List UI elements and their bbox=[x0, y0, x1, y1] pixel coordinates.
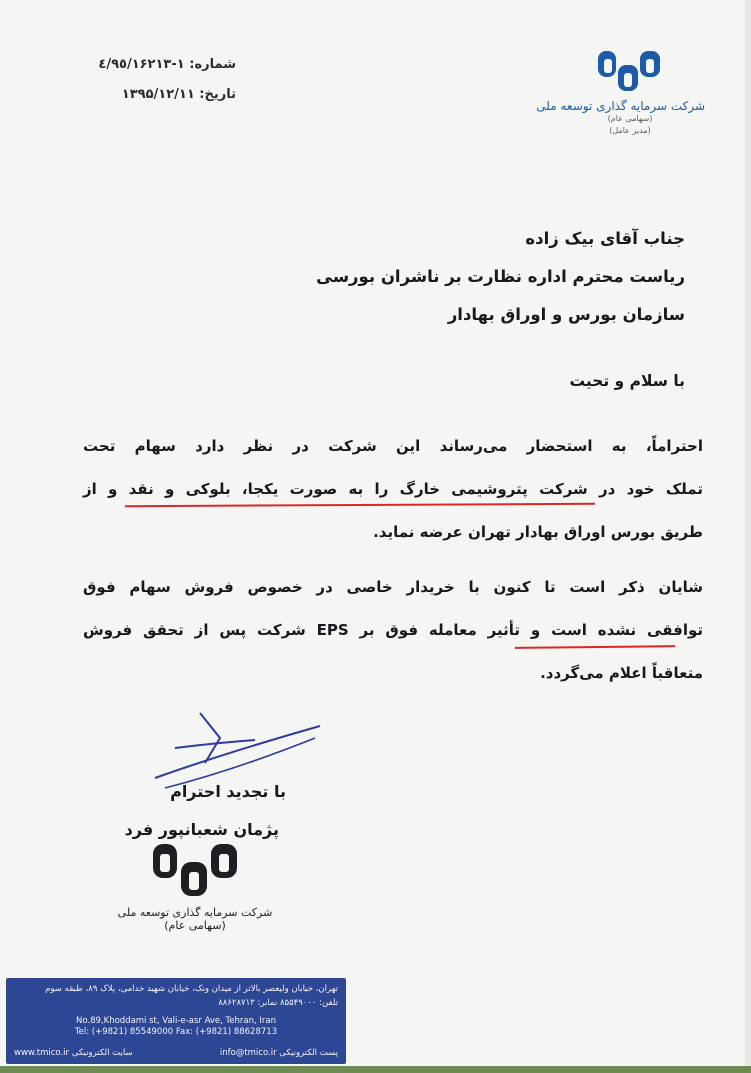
signer-name: پژمان شعبانپور فرد bbox=[124, 820, 279, 839]
footer-phone-en: Tel: (+9821) 85549000 Fax: (+9821) 88628713 bbox=[74, 1027, 278, 1037]
letterhead-footer bbox=[6, 978, 346, 1064]
company-logo-icon bbox=[590, 45, 670, 97]
body-paragraph-2 bbox=[83, 566, 703, 695]
closing-phrase: با تجدید احترام bbox=[170, 782, 286, 801]
footer-website: www.tmico.ir سایت الکترونیکی bbox=[14, 1048, 133, 1058]
letter-number-value: ۱-٤/٩٥/۱۶۲۱۳ bbox=[98, 57, 185, 72]
company-logo-block bbox=[536, 45, 705, 155]
letter-date-value: ۱۳۹۵/۱۲/۱۱ bbox=[121, 87, 195, 102]
scan-edge bbox=[745, 0, 751, 1073]
greeting: با سلام و تحیت bbox=[569, 372, 685, 390]
letter-date-row bbox=[76, 80, 236, 110]
footer-contact-fa: تلفن: ۸۵۵۴۹۰۰۰ نمابر: ۸۸۶۲۸۷۱۳ bbox=[218, 998, 338, 1008]
paragraph-line: شایان ذکر است تا کنون با خریدار خاصی در خصوص فروش سهام فوق bbox=[83, 578, 703, 596]
logo-company-name: شرکت سرمایه گذاری توسعه ملی bbox=[536, 99, 705, 113]
footer-address-fa: تهران، خیابان ولیعصر بالاتر از میدان ونک، خیابان شهید خدامی، پلاک ۸۹، طبقه سوم bbox=[45, 984, 338, 994]
logo-company-type: (سهامی عام) bbox=[607, 114, 653, 123]
logo-role: (مدیر عامل) bbox=[609, 126, 651, 135]
footer-email: info@tmico.ir پست الکترونیکی bbox=[219, 1048, 338, 1058]
stamp-logo-icon bbox=[145, 838, 245, 904]
letter-date-label: تاریخ: bbox=[199, 87, 236, 102]
letter-meta bbox=[76, 50, 236, 110]
letter-number-row bbox=[76, 50, 236, 80]
recipient-block bbox=[185, 220, 685, 334]
footer-address-en: No.89,Khoddami st, Vali-e-asr Ave, Tehran, Iran bbox=[75, 1016, 277, 1026]
stamp-company-type: (سهامی عام) bbox=[164, 919, 226, 932]
paragraph-line: توافقی نشده است و تأثیر معامله فوق بر EPS شرکت پس از تحقق فروش bbox=[83, 621, 704, 639]
recipient-name: جناب آقای بیک زاده bbox=[525, 229, 685, 248]
company-stamp bbox=[115, 838, 275, 958]
letter-number-label: شماره: bbox=[189, 57, 236, 72]
paragraph-line: طریق بورس اوراق بهادار تهران عرضه نماید. bbox=[373, 523, 703, 541]
paragraph-line: احتراماً، به استحضار می‌رساند این شرکت در نظر دارد سهام تحت bbox=[83, 437, 703, 455]
paragraph-line: متعاقباً اعلام می‌گردد. bbox=[540, 664, 703, 682]
body-paragraph-1 bbox=[83, 425, 703, 554]
scan-bottom-edge bbox=[0, 1066, 751, 1073]
stamp-company-name: شرکت سرمایه گذاری توسعه ملی bbox=[117, 906, 273, 919]
paragraph-line: تملک خود در شرکت پتروشیمی خارگ را به صورت یکجا، بلوکی و نقد و از bbox=[83, 480, 703, 498]
recipient-organization: سازمان بورس و اوراق بهادار bbox=[447, 305, 685, 324]
recipient-title: ریاست محترم اداره نظارت بر ناشران بورسی bbox=[316, 267, 685, 286]
